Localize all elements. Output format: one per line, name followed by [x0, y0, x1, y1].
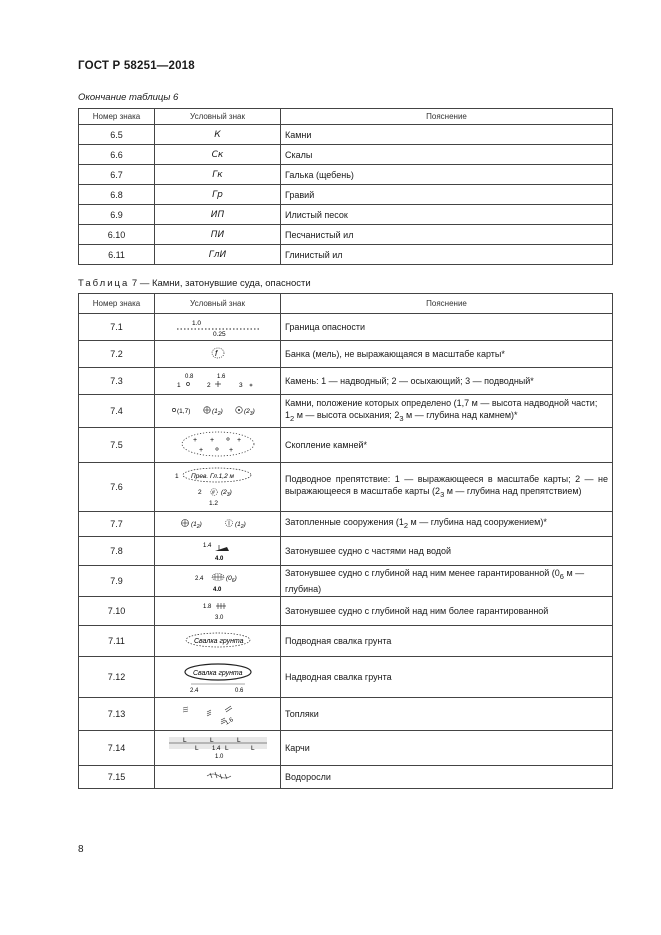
sym-label: $(1_2)$ [212, 408, 223, 417]
sign-explanation: Затонувшее судно с частями над водой [281, 537, 613, 566]
table-row [79, 341, 613, 368]
sign-explanation: Затонувшее судно с глубиной над ним более гарантированной [281, 597, 613, 626]
sym-label: 0.6 [235, 688, 244, 694]
sign-symbol [155, 698, 281, 731]
sym-label: L [183, 737, 187, 744]
table6-header-row [79, 109, 613, 125]
table-row [79, 395, 613, 428]
sign-explanation: Скалы [281, 145, 613, 165]
sign-number: 6.5 [79, 125, 155, 145]
sym-label: 0.25 [213, 331, 226, 338]
sym-label: 4.0 [215, 556, 224, 562]
wreck-visible-symbol [155, 537, 281, 563]
sign-explanation: Камни, положение которых определено (1,7 м — высота надводной части; $1_2$ м — высота осыхания; $2_3$ м — глубина над камнем)* [281, 395, 613, 428]
sign-symbol [155, 537, 281, 566]
svg-text:+: + [229, 447, 234, 454]
col-header-number: Номер знака [79, 294, 155, 314]
sign-number: 7.6 [79, 463, 155, 512]
sym-label: 1.0 [215, 754, 224, 760]
sign-number: 7.11 [79, 626, 155, 657]
sign-number: 7.4 [79, 395, 155, 428]
sign-symbol [155, 597, 281, 626]
sym-label: (1,7) [177, 408, 191, 415]
sym-label: 1.4 [212, 746, 221, 752]
obstruction-symbol [155, 463, 281, 509]
table7-caption [78, 278, 311, 289]
svg-text:+: + [193, 437, 198, 444]
sym-label: $(1_2)$ [235, 521, 246, 530]
sign-explanation: Граница опасности [281, 314, 613, 341]
sign-symbol: ПИ [155, 225, 281, 245]
sign-symbol [155, 314, 281, 341]
sign-explanation: Песчанистый ил [281, 225, 613, 245]
table-row [79, 731, 613, 766]
seaweed-symbol [155, 766, 281, 786]
table-row [79, 185, 613, 205]
table-row [79, 314, 613, 341]
table6 [78, 108, 613, 265]
surface-dump-symbol [155, 657, 281, 695]
sign-number: 6.6 [79, 145, 155, 165]
table-row [79, 245, 613, 265]
table7-caption-title: 7 — Камни, затонувшие суда, опасности [131, 278, 311, 289]
table-row [79, 657, 613, 698]
sym-label: 2.4 [190, 688, 199, 694]
sign-explanation: Подводная свалка грунта [281, 626, 613, 657]
sign-symbol [155, 512, 281, 537]
col-header-explanation: Пояснение [281, 109, 613, 125]
sym-label: L [237, 737, 241, 744]
sign-number: 7.14 [79, 731, 155, 766]
sign-symbol: Гк [155, 165, 281, 185]
sym-label: $(1_2)$ [191, 521, 202, 530]
danger-boundary-symbol [155, 314, 281, 338]
sign-number: 7.8 [79, 537, 155, 566]
sign-explanation: Подводное препятствие: 1 — выражающееся в масштабе карты; 2 — не выражающееся в масштабе карты ($2_3$ м — глубина над препятствием) [281, 463, 613, 512]
sym-label: L [251, 745, 255, 752]
sym-label: 2 [198, 489, 202, 496]
sign-number: 6.7 [79, 165, 155, 185]
sign-symbol [155, 657, 281, 698]
table-row [79, 597, 613, 626]
sign-explanation: Затопленные сооружения ($1_2$ м — глубина над сооружением)* [281, 512, 613, 537]
sign-explanation: Скопление камней* [281, 428, 613, 463]
driftwood-symbol [155, 731, 281, 763]
table-row [79, 145, 613, 165]
sign-symbol: К [155, 125, 281, 145]
sym-label: $(0_6)$ [226, 575, 237, 584]
document-header: ГОСТ Р 58251—2018 [78, 60, 195, 72]
sign-number: 7.10 [79, 597, 155, 626]
sym-label: f [215, 349, 218, 358]
sym-label: 1.6 [217, 374, 226, 380]
sym-label: 1.8 [203, 604, 212, 610]
page-number: 8 [78, 844, 84, 855]
sign-symbol: ИП [155, 205, 281, 225]
svg-text:+: + [199, 447, 204, 454]
sign-number: 7.9 [79, 566, 155, 597]
sign-number: 6.9 [79, 205, 155, 225]
sym-label: 1.2 [209, 500, 219, 507]
sign-explanation: Топляки [281, 698, 613, 731]
svg-text:+: + [237, 437, 242, 444]
wreck-safe-symbol [155, 597, 281, 623]
table-row [79, 428, 613, 463]
table-row [79, 463, 613, 512]
sym-label: 0.8 [185, 374, 194, 380]
col-header-sign: Условный знак [155, 109, 281, 125]
sym-label: Прев. Гл.1,2 м [191, 473, 234, 480]
sign-symbol [155, 731, 281, 766]
rock-cluster-symbol [155, 428, 281, 460]
sign-symbol: Гр [155, 185, 281, 205]
sign-number: 7.5 [79, 428, 155, 463]
sym-label: Свалка грунта [194, 638, 244, 645]
rock-symbols [155, 368, 281, 392]
sign-explanation: Надводная свалка грунта [281, 657, 613, 698]
col-header-explanation: Пояснение [281, 294, 613, 314]
sym-label: $(2_3)$ [244, 408, 255, 417]
sym-label: Свалка грунта [193, 670, 243, 677]
sym-label: 1.0 [192, 320, 202, 327]
sign-explanation: Илистый песок [281, 205, 613, 225]
sign-number: 6.8 [79, 185, 155, 205]
sign-symbol [155, 341, 281, 368]
underwater-dump-symbol [155, 626, 281, 654]
col-header-number: Номер знака [79, 109, 155, 125]
table-row [79, 626, 613, 657]
sign-explanation: Камни [281, 125, 613, 145]
table-row [79, 566, 613, 597]
sign-explanation: Камень: 1 — надводный; 2 — осыхающий; 3 — подводный* [281, 368, 613, 395]
sign-symbol [155, 766, 281, 789]
sign-explanation: Водоросли [281, 766, 613, 789]
sign-explanation: Гравий [281, 185, 613, 205]
submerged-structures-symbol [155, 512, 281, 534]
table-row [79, 698, 613, 731]
sym-label: 2.4 [195, 576, 204, 582]
table-row [79, 125, 613, 145]
svg-text:#: # [212, 490, 215, 496]
sign-number: 6.10 [79, 225, 155, 245]
table-row [79, 225, 613, 245]
sym-label: L [195, 745, 199, 752]
sign-explanation: Глинистый ил [281, 245, 613, 265]
sign-symbol [155, 626, 281, 657]
sym-label: 1.6 [224, 717, 235, 727]
sign-symbol [155, 368, 281, 395]
table7 [78, 293, 613, 789]
wreck-dangerous-symbol [155, 566, 281, 594]
sign-symbol [155, 566, 281, 597]
shoal-symbol [155, 341, 281, 365]
sym-label: 1.4 [203, 543, 212, 549]
sym-label: 1 [177, 382, 181, 389]
sym-label: 1 [175, 473, 179, 480]
table-row [79, 537, 613, 566]
col-header-sign: Условный знак [155, 294, 281, 314]
sign-number: 7.2 [79, 341, 155, 368]
table-row [79, 766, 613, 789]
table-row [79, 205, 613, 225]
sign-number: 7.15 [79, 766, 155, 789]
sign-number: 7.7 [79, 512, 155, 537]
sign-explanation: Банка (мель), не выражающаяся в масштабе карты* [281, 341, 613, 368]
table-row [79, 512, 613, 537]
sign-number: 7.13 [79, 698, 155, 731]
sym-label: 4.0 [213, 587, 222, 593]
sign-symbol: ГлИ [155, 245, 281, 265]
sym-label: $(2_3)$ [221, 489, 232, 498]
svg-text:+: + [210, 437, 215, 444]
table6-caption: Окончание таблицы 6 [78, 92, 179, 103]
sym-label: L [210, 737, 214, 744]
sign-number: 7.12 [79, 657, 155, 698]
sym-label: 3 [239, 382, 243, 389]
sign-symbol [155, 463, 281, 512]
sign-number: 7.3 [79, 368, 155, 395]
sym-label: 3.0 [215, 615, 224, 621]
table7-caption-word: Таблица [78, 278, 130, 289]
sign-symbol [155, 428, 281, 463]
sign-number: 7.1 [79, 314, 155, 341]
table7-header-row [79, 294, 613, 314]
snags-symbol [155, 698, 281, 728]
sym-label: L [225, 745, 229, 752]
sign-symbol: Ск [155, 145, 281, 165]
table-row [79, 368, 613, 395]
sign-explanation: Затонувшее судно с глубиной над ним менее гарантированной ($0_6$ м — глубина) [281, 566, 613, 597]
table-row [79, 165, 613, 185]
sign-explanation: Галька (щебень) [281, 165, 613, 185]
located-rocks-symbol [155, 395, 281, 425]
sym-label: 2 [207, 382, 211, 389]
sign-explanation: Карчи [281, 731, 613, 766]
sign-number: 6.11 [79, 245, 155, 265]
sign-symbol [155, 395, 281, 428]
